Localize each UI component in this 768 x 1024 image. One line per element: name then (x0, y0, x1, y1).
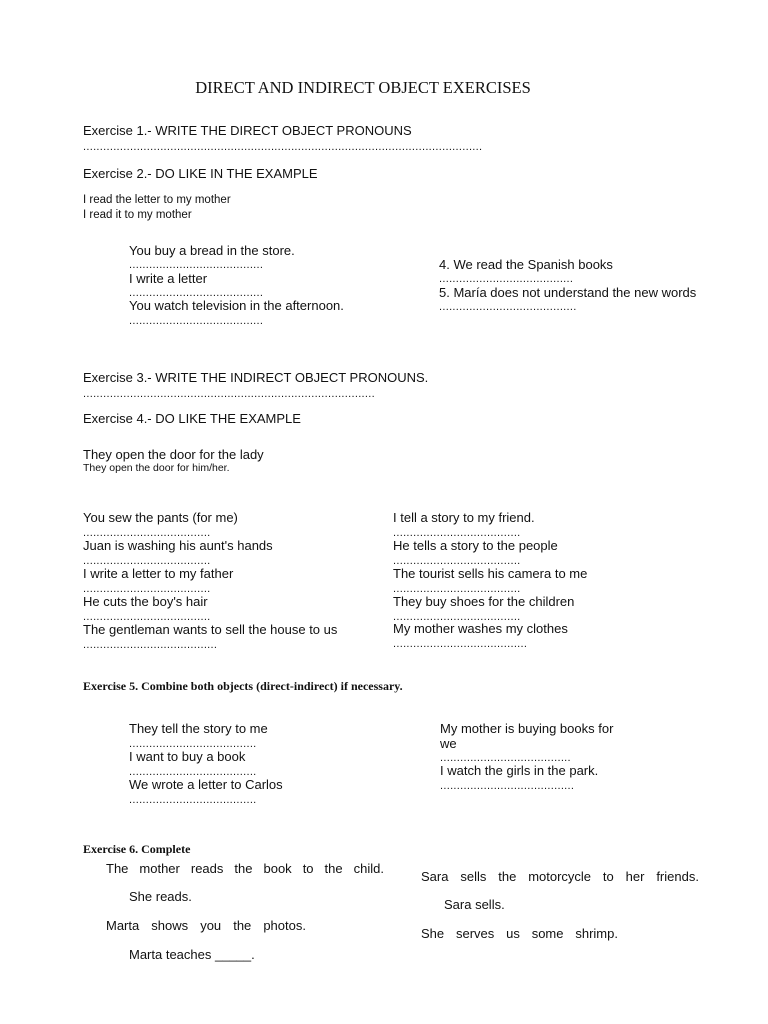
exercise-2-item-1: You buy a bread in the store. (129, 243, 295, 258)
exercise-5-right-item-1-continued: we (440, 736, 457, 751)
exercise-2-heading: Exercise 2.- DO LIKE IN THE EXAMPLE (83, 166, 318, 181)
exercise-2-item-3: You watch television in the afternoon. (129, 298, 344, 313)
exercise-6-heading: Exercise 6. Complete (83, 842, 191, 856)
exercise-6-right-sentence-2: Sara sells. (444, 897, 505, 912)
exercise-4-left-item-5: The gentleman wants to sell the house to us (83, 622, 338, 637)
word: photos. (263, 918, 306, 933)
word: to (602, 869, 614, 884)
word: motorcycle (528, 869, 592, 884)
exercise-4-right-item-2: He tells a story to the people (393, 538, 558, 553)
exercise-4-right-item-4-answer-line: ...................................... (393, 611, 521, 623)
exercise-5-left-item-1: They tell the story to me (129, 721, 268, 736)
exercise-4-heading: Exercise 4.- DO LIKE THE EXAMPLE (83, 411, 301, 426)
exercise-5-heading: Exercise 5. Combine both objects (direct-indirect) if necessary. (83, 679, 403, 693)
word: the (498, 869, 517, 884)
exercise-4-right-item-5-answer-line: ........................................ (393, 638, 528, 650)
exercise-4-right-item-4: They buy shoes for the children (393, 594, 575, 609)
exercise-2-item-5-answer-line: ......................................... (439, 301, 577, 313)
exercise-6-right-sentence-3 (421, 926, 618, 941)
exercise-4-right-item-1-answer-line: ...................................... (393, 527, 521, 539)
exercise-5-left-item-2: I want to buy a book (129, 749, 246, 764)
exercise-6-left-sentence-3 (106, 918, 306, 933)
word: some (531, 926, 564, 941)
exercise-5-right-item-1: My mother is buying books for (440, 721, 614, 736)
exercise-4-right-item-3-answer-line: ...................................... (393, 583, 521, 595)
word: child. (353, 861, 384, 876)
word: shows (151, 918, 189, 933)
word: Marta (106, 918, 140, 933)
word: us (506, 926, 520, 941)
word: sells (460, 869, 487, 884)
word: book (263, 861, 292, 876)
exercise-5-right-item-2: I watch the girls in the park. (440, 763, 599, 778)
exercise-4-right-item-3: The tourist sells his camera to me (393, 566, 588, 581)
exercise-2-item-4: 4. We read the Spanish books (439, 257, 613, 272)
exercise-4-left-item-2: Juan is washing his aunt's hands (83, 538, 273, 553)
exercise-5-right-item-1-answer-line: ....................................... (440, 752, 571, 764)
exercise-5-left-item-3-answer-line: ...................................... (129, 794, 257, 806)
exercise-2-example-sentence: I read the letter to my mother (83, 194, 231, 206)
exercise-6-right-sentence-1 (421, 869, 699, 884)
exercise-2-item-4-answer-line: ........................................ (439, 273, 574, 285)
word: She (421, 926, 445, 941)
exercise-2-item-2-answer-line: ........................................ (129, 287, 264, 299)
word: to (302, 861, 314, 876)
exercise-4-left-item-5-answer-line: ........................................ (83, 639, 218, 651)
exercise-4-right-item-2-answer-line: ...................................... (393, 555, 521, 567)
exercise-4-example-sentence: They open the door for the lady (83, 447, 264, 462)
exercise-3-answer-line: ....................................................................................... (83, 388, 375, 400)
exercise-4-left-item-1: You sew the pants (for me) (83, 510, 238, 525)
exercise-4-left-item-1-answer-line: ...................................... (83, 527, 211, 539)
exercise-5-right-item-2-answer-line: ........................................ (440, 780, 575, 792)
exercise-4-right-item-5: My mother washes my clothes (393, 621, 568, 636)
exercise-2-item-3-answer-line: ........................................ (129, 315, 264, 327)
exercise-6-left-sentence-2: She reads. (129, 889, 192, 904)
exercise-6-left-sentence-4: Marta teaches _____. (129, 947, 255, 962)
word: the (324, 861, 343, 876)
exercise-4-left-item-3: I write a letter to my father (83, 566, 234, 581)
word: reads (190, 861, 224, 876)
exercise-2-item-2: I write a letter (129, 271, 208, 286)
word: friends. (656, 869, 699, 884)
exercise-4-left-item-2-answer-line: ...................................... (83, 555, 211, 567)
exercise-3-heading: Exercise 3.- WRITE THE INDIRECT OBJECT PRONOUNS. (83, 370, 429, 385)
word: mother (139, 861, 180, 876)
exercise-5-left-item-1-answer-line: ...................................... (129, 738, 257, 750)
exercise-2-item-1-answer-line: ........................................ (129, 259, 264, 271)
exercise-5-left-item-2-answer-line: ...................................... (129, 766, 257, 778)
exercise-4-left-item-4: He cuts the boy's hair (83, 594, 208, 609)
exercise-4-left-item-4-answer-line: ...................................... (83, 611, 211, 623)
word: her (625, 869, 645, 884)
exercise-2-example-answer: I read it to my mother (83, 209, 192, 221)
word: the (234, 861, 253, 876)
word: Sara (421, 869, 449, 884)
exercise-6-left-sentence-1 (106, 861, 384, 876)
exercise-5-left-item-3: We wrote a letter to Carlos (129, 777, 283, 792)
word: The (106, 861, 129, 876)
page-title: DIRECT AND INDIRECT OBJECT EXERCISES (195, 78, 531, 97)
exercise-4-right-item-1: I tell a story to my friend. (393, 510, 535, 525)
exercise-1-answer-line: ....................................................................................................................... (83, 141, 483, 153)
exercise-1-heading: Exercise 1.- WRITE THE DIRECT OBJECT PRONOUNS (83, 123, 412, 138)
exercise-2-item-5: 5. María does not understand the new words (439, 285, 697, 300)
word: the (233, 918, 252, 933)
word: shrimp. (575, 926, 618, 941)
exercise-4-example-answer: They open the door for him/her. (83, 462, 230, 474)
word: serves (455, 926, 495, 941)
exercise-4-left-item-3-answer-line: ...................................... (83, 583, 211, 595)
word: you (200, 918, 222, 933)
